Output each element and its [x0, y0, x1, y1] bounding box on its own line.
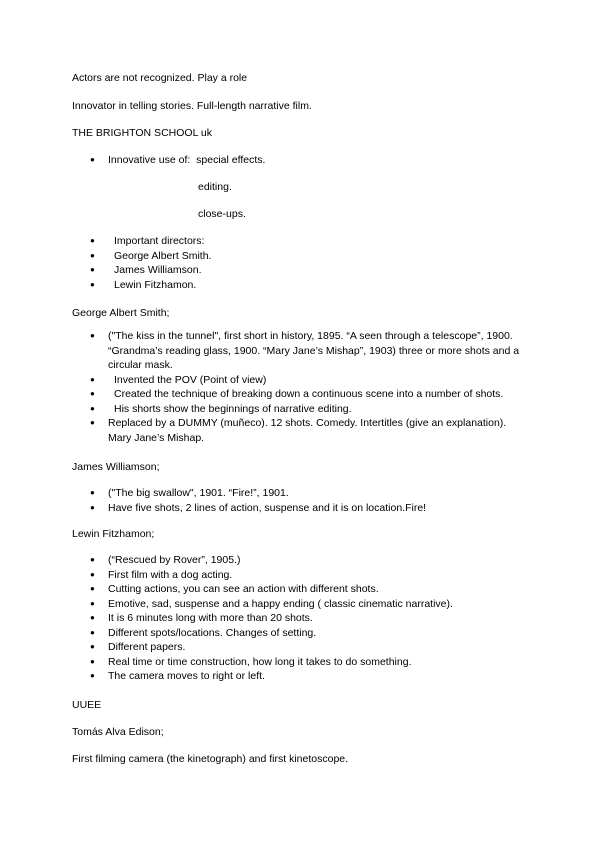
list-item: ● Different papers.	[72, 640, 532, 655]
list-item: ● His shorts show the beginnings of narrative editing.	[72, 402, 532, 417]
intro-line-actors: Actors are not recognized. Play a role	[72, 72, 248, 84]
heading-brighton-school: THE BRIGHTON SCHOOL uk	[72, 127, 213, 139]
intro-line-innovator: Innovator in telling stories. Full-length narrative film.	[72, 100, 312, 112]
innovative-list	[72, 153, 532, 168]
innovative-item-editing: editing.	[198, 181, 232, 193]
list-item	[72, 153, 532, 168]
list-item: ● Created the technique of breaking down a continuous scene into a number of shots.	[72, 387, 532, 402]
smith-list	[72, 329, 532, 445]
list-item: ● The camera moves to right or left.	[72, 669, 532, 684]
williamson-list	[72, 486, 532, 515]
fitzhamon-list	[72, 553, 532, 684]
list-item: ● James Williamson.	[72, 263, 532, 278]
line-first-filming-camera: First filming camera (the kinetograph) and first kinetoscope.	[72, 753, 349, 765]
list-item: ● Different spots/locations. Changes of setting.	[72, 626, 532, 641]
list-item: ● ("The big swallow", 1901. “Fire!”, 1901.	[72, 486, 532, 501]
list-item: ● Invented the POV (Point of view)	[72, 373, 532, 388]
list-item: ● Cutting actions, you can see an action with different shots.	[72, 582, 532, 597]
list-item: ● Emotive, sad, suspense and a happy ending ( classic cinematic narrative).	[72, 597, 532, 612]
list-item: ● George Albert Smith.	[72, 249, 532, 264]
list-item: ● Have five shots, 2 lines of action, suspense and it is on location.Fire!	[72, 501, 532, 516]
directors-list	[72, 234, 532, 292]
heading-james-williamson: James Williamson;	[72, 461, 160, 473]
list-item: ● Real time or time construction, how long it takes to do something.	[72, 655, 532, 670]
list-item: ● ("The kiss in the tunnel", first short in history, 1895. “A seen through a telescope”, 1900. “Grandma’s reading glass, 1900. “Mary Jane’s Mishap”, 1903) three or more shots and a circular mask.	[72, 329, 532, 373]
heading-uuee: UUEE	[72, 699, 102, 711]
heading-george-albert-smith: George Albert Smith;	[72, 307, 170, 319]
list-item: ● (“Rescued by Rover”, 1905.)	[72, 553, 532, 568]
innovative-item-special-effects: special effects.	[196, 154, 266, 166]
list-item: ● Important directors:	[72, 234, 532, 249]
heading-lewin-fitzhamon: Lewin Fitzhamon;	[72, 528, 155, 540]
innovative-prefix: Innovative use of:	[108, 154, 191, 166]
list-item: ● Lewin Fitzhamon.	[72, 278, 532, 293]
innovative-item-close-ups: close-ups.	[198, 208, 246, 220]
list-item: ● Replaced by a DUMMY (muñeco). 12 shots. Comedy. Intertitles (give an explanation). Mary Jane’s Mishap.	[72, 416, 532, 445]
list-item: ● It is 6 minutes long with more than 20 shots.	[72, 611, 532, 626]
heading-tomas-alva-edison: Tomás Alva Edison;	[72, 726, 164, 738]
list-item: ● First film with a dog acting.	[72, 568, 532, 583]
